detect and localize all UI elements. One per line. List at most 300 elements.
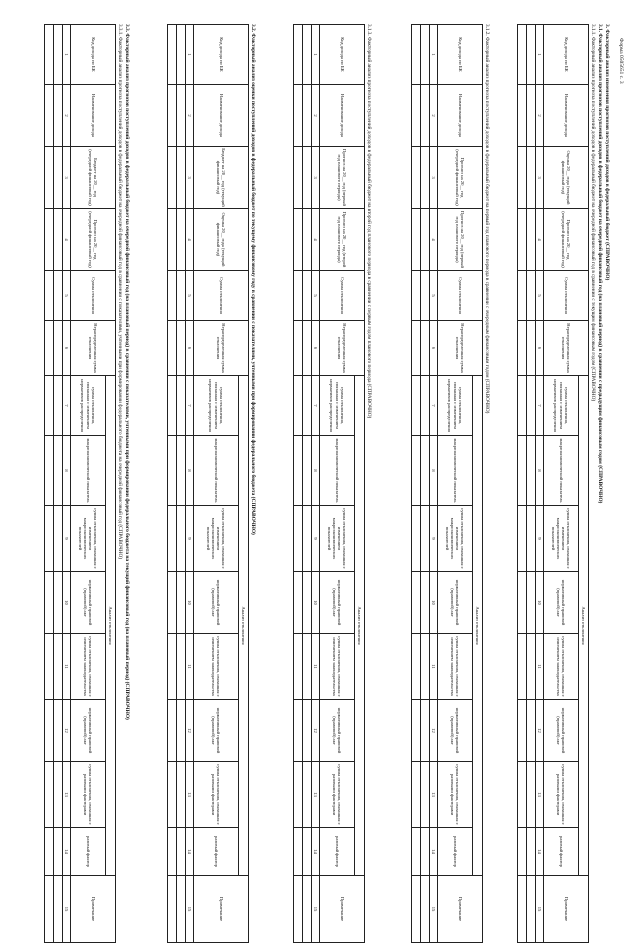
column-number: 12 <box>186 700 194 762</box>
table-cell[interactable] <box>168 85 177 147</box>
table-cell[interactable] <box>527 271 536 321</box>
table-cell[interactable] <box>518 762 527 828</box>
table-row <box>168 25 177 943</box>
group-header: Анализ отклонения <box>106 376 116 876</box>
section-title: 3.2. Факторный анализ оценки поступлений доходов в федеральный бюджет по текущему финансовому году в сравнении с показателями, учтенными при формировании федерального бюджета (СПРАВОЧНО) <box>250 24 256 535</box>
column-header: Оценка 20__ года (текущий финансовый год) <box>544 147 589 209</box>
section-title: 3.1. Факторный анализ прогнозов поступлений доходов в федеральный бюджет на очередной финансовый год (на плановый период) в сравнении с предыдущим финансовым годом (СПРАВОЧНО) <box>597 24 603 504</box>
table-cell[interactable] <box>294 321 303 376</box>
column-header: разовый фактор <box>71 828 106 876</box>
table-cell[interactable] <box>303 828 312 876</box>
column-header: сумма отклонения, связанная с изменением законодательства <box>194 634 239 700</box>
column-header: разовый фактор <box>544 828 579 876</box>
table-cell[interactable] <box>177 634 186 700</box>
column-header: сумма отклонения, связанная с изменением нормативов распределения <box>438 376 473 436</box>
column-header: нормативный правовой (правовой) акт <box>544 700 579 762</box>
table-cell[interactable] <box>421 209 430 271</box>
column-number: 9 <box>430 506 438 572</box>
column-number: 9 <box>186 506 194 572</box>
column-number: 11 <box>63 634 71 700</box>
table-cell[interactable] <box>412 321 421 376</box>
column-number: 9 <box>312 506 320 572</box>
table-cell[interactable] <box>527 436 536 506</box>
table-cell[interactable] <box>168 634 177 700</box>
table-cell[interactable] <box>518 506 527 572</box>
column-number: 14 <box>63 828 71 876</box>
column-number: 7 <box>312 376 320 436</box>
table-cell[interactable] <box>527 209 536 271</box>
table-cell[interactable] <box>421 271 430 321</box>
table-cell[interactable] <box>168 700 177 762</box>
column-number: 13 <box>312 762 320 828</box>
column-number: 10 <box>536 572 544 634</box>
table-row <box>527 25 536 943</box>
table-cell[interactable] <box>421 876 430 943</box>
column-header: Примечание <box>71 876 116 943</box>
column-header: нормативный правовой (правовой) акт <box>544 572 579 634</box>
column-header: Код дохода по БК <box>71 25 116 85</box>
column-header: Примечание <box>194 876 249 943</box>
column-number: 4 <box>186 209 194 271</box>
table-cell[interactable] <box>421 572 430 634</box>
column-header: Код дохода по БК <box>438 25 483 85</box>
table-cell[interactable] <box>177 762 186 828</box>
factor-analysis-table <box>293 24 365 943</box>
table-cell[interactable] <box>54 828 63 876</box>
column-header: нормативный правовой (правовой) акт <box>194 572 239 634</box>
table-cell[interactable] <box>45 376 54 436</box>
column-header: Примечание <box>438 876 483 943</box>
table-cell[interactable] <box>294 828 303 876</box>
table-cell[interactable] <box>527 376 536 436</box>
column-number: 4 <box>63 209 71 271</box>
table-cell[interactable] <box>294 147 303 209</box>
table-cell[interactable] <box>294 25 303 85</box>
column-number: 14 <box>312 828 320 876</box>
table-cell[interactable] <box>527 147 536 209</box>
group-header: Анализ отклонения <box>355 376 365 876</box>
table-cell[interactable] <box>294 376 303 436</box>
table-cell[interactable] <box>168 762 177 828</box>
table-cell[interactable] <box>303 634 312 700</box>
table-cell[interactable] <box>54 209 63 271</box>
table-cell[interactable] <box>518 572 527 634</box>
table-cell[interactable] <box>527 700 536 762</box>
column-number: 3 <box>536 147 544 209</box>
column-number: 12 <box>430 700 438 762</box>
column-header: Примечание <box>320 876 365 943</box>
table-cell[interactable] <box>177 828 186 876</box>
column-number: 6 <box>63 321 71 376</box>
table-cell[interactable] <box>45 700 54 762</box>
table-cell[interactable] <box>54 147 63 209</box>
table-row <box>294 25 303 943</box>
column-number: 3 <box>186 147 194 209</box>
column-header: макроэкономический показатель <box>320 436 355 506</box>
table-cell[interactable] <box>412 25 421 85</box>
table-cell[interactable] <box>294 506 303 572</box>
column-number: 11 <box>186 634 194 700</box>
table-cell[interactable] <box>54 634 63 700</box>
column-number: 12 <box>63 700 71 762</box>
column-number: 8 <box>186 436 194 506</box>
table-cell[interactable] <box>168 828 177 876</box>
subsection-title: 3.1.2. Факторный анализ прогноза поступлений доходов в федеральный бюджет на первый год планового периода в сравнении с очередным финансовым годом (СПРАВОЧНО) <box>484 24 490 414</box>
table-cell[interactable] <box>54 271 63 321</box>
column-number: 4 <box>312 209 320 271</box>
column-header: сумма отклонения, связанная с изменением нормативов распределения <box>71 376 106 436</box>
table-cell[interactable] <box>412 762 421 828</box>
table-cell[interactable] <box>303 271 312 321</box>
table-cell[interactable] <box>412 700 421 762</box>
table-cell[interactable] <box>54 762 63 828</box>
table-cell[interactable] <box>303 572 312 634</box>
table-cell[interactable] <box>177 506 186 572</box>
table-cell[interactable] <box>294 209 303 271</box>
table-cell[interactable] <box>518 376 527 436</box>
column-header: Сумма отклонения <box>194 271 249 321</box>
table-cell[interactable] <box>45 634 54 700</box>
factor-analysis-table <box>517 24 589 943</box>
table-cell[interactable] <box>421 85 430 147</box>
table-cell[interactable] <box>45 572 54 634</box>
column-header: нормативный правовой (правовой) акт <box>438 700 473 762</box>
column-header: Сумма отклонения <box>71 271 116 321</box>
column-number: 8 <box>312 436 320 506</box>
table-cell[interactable] <box>518 271 527 321</box>
table-cell[interactable] <box>168 572 177 634</box>
table-cell[interactable] <box>421 506 430 572</box>
table-cell[interactable] <box>168 506 177 572</box>
table-cell[interactable] <box>421 321 430 376</box>
table-cell[interactable] <box>54 572 63 634</box>
table-cell[interactable] <box>294 271 303 321</box>
section-title: 3.3. Факторный анализ прогнозов поступлений доходов в федеральный бюджет на очередной финансовый год (на плановый период) в сравнении с показателями, учтенными при формировании федерального бюджета на текущий финансовый год (на плановый период) (СПРАВОЧНО) <box>124 24 130 720</box>
column-header: нормативный правовой (правовой) акт <box>71 572 106 634</box>
factor-analysis-table <box>411 24 483 943</box>
table-cell[interactable] <box>421 634 430 700</box>
table-cell[interactable] <box>527 634 536 700</box>
table-cell[interactable] <box>412 376 421 436</box>
column-header: сумма отклонения, связанная с разовыми факторами <box>194 762 239 828</box>
table-cell[interactable] <box>45 321 54 376</box>
column-header: сумма отклонения, связанная с изменением макроэкономических показателей <box>438 506 473 572</box>
section-block <box>167 24 256 922</box>
column-number: 10 <box>430 572 438 634</box>
column-header: сумма отклонения, связанная с изменением макроэкономических показателей <box>320 506 355 572</box>
table-cell[interactable] <box>412 85 421 147</box>
subsection-title: 3.3.1. Факторный анализ прогноза поступлений доходов в федеральный бюджет на очередной финансовый год в сравнении с показателями, учтенными при формировании федерального бюджета на очередной финансовый год (СПРАВОЧНО) <box>117 24 123 560</box>
column-header: Наименование дохода <box>194 85 249 147</box>
table-cell[interactable] <box>177 376 186 436</box>
table-cell[interactable] <box>412 271 421 321</box>
column-number: 5 <box>186 271 194 321</box>
table-row <box>45 25 54 943</box>
column-header: Нераспределенная сумма отклонения <box>194 321 249 376</box>
table-cell[interactable] <box>412 147 421 209</box>
column-number: 7 <box>430 376 438 436</box>
column-header: Нераспределенная сумма отклонения <box>438 321 483 376</box>
table-row <box>518 25 527 943</box>
table-cell[interactable] <box>518 876 527 943</box>
column-number: 9 <box>536 506 544 572</box>
column-header: сумма отклонения, связанная с изменением нормативов распределения <box>320 376 355 436</box>
table-cell[interactable] <box>303 147 312 209</box>
factor-analysis-table <box>167 24 249 943</box>
table-cell[interactable] <box>45 828 54 876</box>
table-cell[interactable] <box>177 209 186 271</box>
column-number: 6 <box>536 321 544 376</box>
table-cell[interactable] <box>303 506 312 572</box>
table-cell[interactable] <box>168 25 177 85</box>
column-header: макроэкономический показатель <box>544 436 579 506</box>
table-cell[interactable] <box>294 436 303 506</box>
column-number: 7 <box>63 376 71 436</box>
column-header: макроэкономический показатель <box>438 436 473 506</box>
column-header: Наименование дохода <box>544 85 589 147</box>
column-number: 1 <box>430 25 438 85</box>
table-cell[interactable] <box>45 271 54 321</box>
table-cell[interactable] <box>527 762 536 828</box>
table-cell[interactable] <box>294 85 303 147</box>
column-header: Сумма отклонения <box>544 271 589 321</box>
column-number: 12 <box>536 700 544 762</box>
table-cell[interactable] <box>303 321 312 376</box>
table-cell[interactable] <box>303 25 312 85</box>
table-cell[interactable] <box>421 762 430 828</box>
table-cell[interactable] <box>421 700 430 762</box>
table-cell[interactable] <box>168 376 177 436</box>
table-row <box>412 25 421 943</box>
subsection-title: 3.1.1. Факторный анализ прогноза поступлений доходов в федеральный бюджет на очередной финансовый год в сравнении с текущим финансовым годом (СПРАВОЧНО) <box>590 24 596 402</box>
column-number: 6 <box>186 321 194 376</box>
chapter-title: 3. Факторный анализ изменения прогнозов поступлений доходов в федеральный бюджет (СПРАВОЧНО) <box>604 24 610 281</box>
column-number: 5 <box>312 271 320 321</box>
column-number: 10 <box>186 572 194 634</box>
table-cell[interactable] <box>54 876 63 943</box>
table-cell[interactable] <box>303 876 312 943</box>
column-header: Бюджет на 20__ год (очередной финансовый год) <box>71 147 116 209</box>
table-cell[interactable] <box>177 321 186 376</box>
column-number: 13 <box>536 762 544 828</box>
table-cell[interactable] <box>54 506 63 572</box>
table-cell[interactable] <box>168 271 177 321</box>
table-cell[interactable] <box>54 376 63 436</box>
column-header: Код дохода по БК <box>320 25 365 85</box>
table-cell[interactable] <box>518 634 527 700</box>
table-cell[interactable] <box>412 828 421 876</box>
column-header: сумма отклонения, связанная с изменением макроэкономических показателей <box>544 506 579 572</box>
table-cell[interactable] <box>177 876 186 943</box>
table-cell[interactable] <box>177 436 186 506</box>
table-cell[interactable] <box>421 147 430 209</box>
column-header: сумма отклонения, связанная с изменением законодательства <box>438 634 473 700</box>
table-row <box>303 25 312 943</box>
column-header: Прогноз на 20__ год (очередной финансовый год) <box>71 209 116 271</box>
table-cell[interactable] <box>54 85 63 147</box>
column-number: 3 <box>312 147 320 209</box>
table-cell[interactable] <box>412 506 421 572</box>
column-number: 1 <box>536 25 544 85</box>
column-header: Прогноз на 20__ год (первый год планового периода) <box>438 209 483 271</box>
table-cell[interactable] <box>168 436 177 506</box>
table-cell[interactable] <box>527 85 536 147</box>
column-number: 10 <box>63 572 71 634</box>
column-number: 4 <box>536 209 544 271</box>
column-number: 7 <box>536 376 544 436</box>
column-number: 6 <box>430 321 438 376</box>
table-row <box>421 25 430 943</box>
column-header: нормативный правовой (правовой) акт <box>194 700 239 762</box>
column-header: Нераспределенная сумма отклонения <box>544 321 589 376</box>
table-cell[interactable] <box>518 85 527 147</box>
table-cell[interactable] <box>518 321 527 376</box>
group-header: Анализ отклонения <box>239 376 249 876</box>
table-cell[interactable] <box>518 700 527 762</box>
table-row <box>177 25 186 943</box>
table-cell[interactable] <box>303 762 312 828</box>
table-cell[interactable] <box>54 700 63 762</box>
column-header: Код дохода по БК <box>194 25 249 85</box>
column-header: сумма отклонения, связанная с разовыми факторами <box>438 762 473 828</box>
column-header: Прогноз на 20__ год (очередной финансовый год) <box>544 209 589 271</box>
table-cell[interactable] <box>45 85 54 147</box>
table-cell[interactable] <box>527 321 536 376</box>
column-header: Прогноз на 20__ год (второй год планового периода) <box>320 209 365 271</box>
table-cell[interactable] <box>303 376 312 436</box>
table-cell[interactable] <box>177 25 186 85</box>
column-header: сумма отклонения, связанная с изменением макроэкономических показателей <box>194 506 239 572</box>
table-cell[interactable] <box>45 25 54 85</box>
table-cell[interactable] <box>294 572 303 634</box>
column-header: макроэкономический показатель <box>194 436 239 506</box>
table-cell[interactable] <box>294 876 303 943</box>
column-number: 10 <box>312 572 320 634</box>
table-cell[interactable] <box>518 436 527 506</box>
table-cell[interactable] <box>527 876 536 943</box>
column-header: Наименование дохода <box>320 85 365 147</box>
column-header: сумма отклонения, связанная с изменением законодательства <box>544 634 579 700</box>
column-number: 13 <box>430 762 438 828</box>
group-header: Анализ отклонения <box>579 376 589 876</box>
form-code: Форма 0505651 с. 3 <box>618 38 624 84</box>
section-block <box>44 24 130 922</box>
table-cell[interactable] <box>294 700 303 762</box>
column-number: 14 <box>536 828 544 876</box>
table-cell[interactable] <box>412 436 421 506</box>
table-cell[interactable] <box>45 147 54 209</box>
column-number: 15 <box>63 876 71 943</box>
column-number: 8 <box>430 436 438 506</box>
column-header: сумма отклонения, связанная с изменением макроэкономических показателей <box>71 506 106 572</box>
table-cell[interactable] <box>303 209 312 271</box>
table-cell[interactable] <box>45 436 54 506</box>
table-cell[interactable] <box>527 506 536 572</box>
table-cell[interactable] <box>54 25 63 85</box>
table-cell[interactable] <box>54 321 63 376</box>
column-header: сумма отклонения, связанная с изменением нормативов распределения <box>544 376 579 436</box>
column-header: сумма отклонения, связанная с разовыми факторами <box>71 762 106 828</box>
column-header: Примечание <box>544 876 589 943</box>
table-cell[interactable] <box>294 762 303 828</box>
column-header: Оценка 20__ года (текущий финансовый год) <box>194 209 249 271</box>
table-cell[interactable] <box>412 634 421 700</box>
table-cell[interactable] <box>168 147 177 209</box>
column-number: 11 <box>430 634 438 700</box>
table-cell[interactable] <box>294 634 303 700</box>
column-header: нормативный правовой (правовой) акт <box>320 700 355 762</box>
column-number: 15 <box>312 876 320 943</box>
table-cell[interactable] <box>168 209 177 271</box>
column-header: Бюджет на 20__ год (текущий финансовый год) <box>194 147 249 209</box>
column-header: Наименование дохода <box>438 85 483 147</box>
table-cell[interactable] <box>177 572 186 634</box>
column-number: 3 <box>430 147 438 209</box>
column-header: макроэкономический показатель <box>71 436 106 506</box>
table-cell[interactable] <box>177 85 186 147</box>
table-cell[interactable] <box>412 572 421 634</box>
column-header: Сумма отклонения <box>320 271 365 321</box>
column-number: 13 <box>186 762 194 828</box>
column-header: нормативный правовой (правовой) акт <box>71 700 106 762</box>
table-cell[interactable] <box>527 572 536 634</box>
table-cell[interactable] <box>177 700 186 762</box>
table-cell[interactable] <box>45 506 54 572</box>
table-cell[interactable] <box>518 25 527 85</box>
table-cell[interactable] <box>421 828 430 876</box>
table-cell[interactable] <box>412 209 421 271</box>
table-cell[interactable] <box>303 700 312 762</box>
column-header: сумма отклонения, связанная с разовыми факторами <box>544 762 579 828</box>
table-cell[interactable] <box>177 147 186 209</box>
table-cell[interactable] <box>518 209 527 271</box>
column-number: 1 <box>186 25 194 85</box>
table-cell[interactable] <box>518 828 527 876</box>
table-cell[interactable] <box>303 436 312 506</box>
table-cell[interactable] <box>412 876 421 943</box>
column-number: 15 <box>186 876 194 943</box>
column-number: 7 <box>186 376 194 436</box>
table-cell[interactable] <box>45 762 54 828</box>
factor-analysis-table <box>44 24 116 943</box>
table-cell[interactable] <box>168 876 177 943</box>
table-cell[interactable] <box>527 828 536 876</box>
table-cell[interactable] <box>421 376 430 436</box>
table-cell[interactable] <box>177 271 186 321</box>
table-cell[interactable] <box>168 321 177 376</box>
column-number: 6 <box>312 321 320 376</box>
column-header: сумма отклонения, связанная с изменением законодательства <box>320 634 355 700</box>
table-cell[interactable] <box>518 147 527 209</box>
column-number: 2 <box>186 85 194 147</box>
table-cell[interactable] <box>421 25 430 85</box>
column-number: 3 <box>63 147 71 209</box>
table-cell[interactable] <box>45 876 54 943</box>
column-number: 9 <box>63 506 71 572</box>
column-number: 5 <box>63 271 71 321</box>
column-header: разовый фактор <box>438 828 473 876</box>
column-number: 2 <box>430 85 438 147</box>
table-cell[interactable] <box>303 85 312 147</box>
column-header: Нераспределенная сумма отклонения <box>320 321 365 376</box>
table-cell[interactable] <box>54 436 63 506</box>
table-cell[interactable] <box>421 436 430 506</box>
column-number: 2 <box>536 85 544 147</box>
column-number: 12 <box>312 700 320 762</box>
column-header: Сумма отклонения <box>438 271 483 321</box>
table-cell[interactable] <box>527 25 536 85</box>
table-cell[interactable] <box>45 209 54 271</box>
